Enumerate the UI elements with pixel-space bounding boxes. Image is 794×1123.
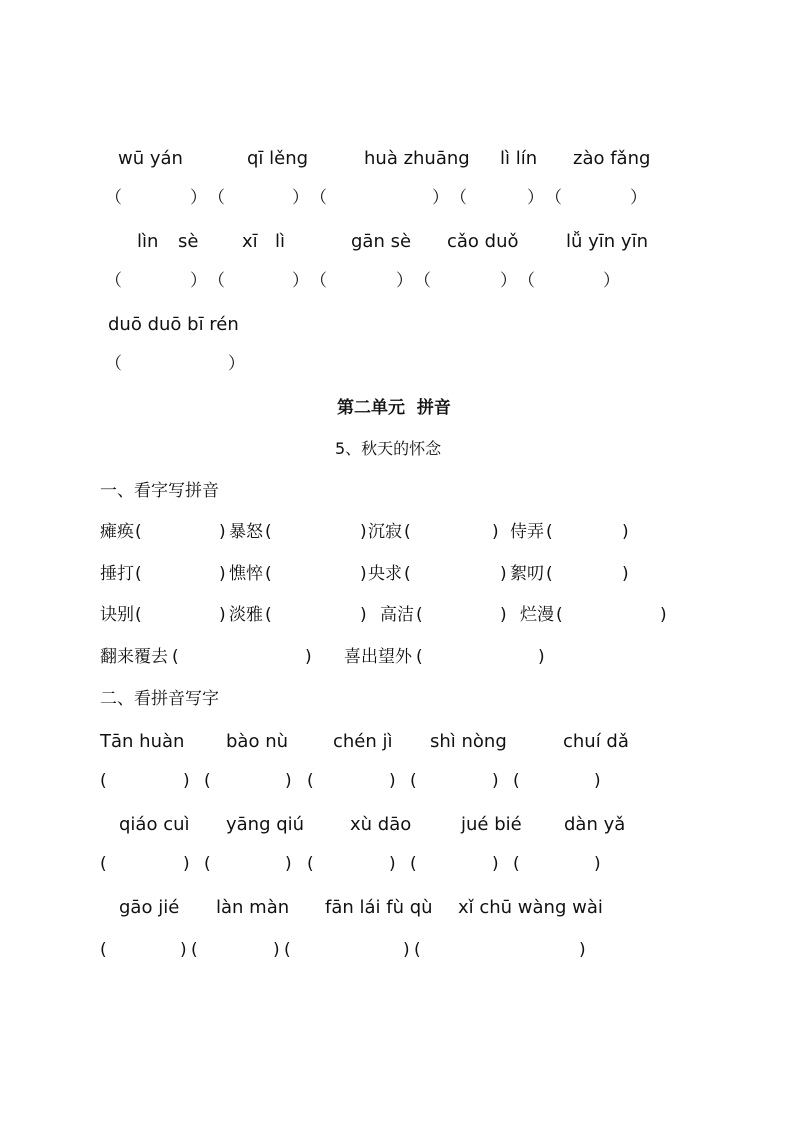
answer-paren-close: ) [492,854,499,874]
answer-paren-close: ） [396,271,413,291]
pinyin-item: lǚ yīn yīn [566,231,648,252]
answer-paren-open: ( [172,647,179,667]
pinyin-item: xī [242,231,258,252]
answer-paren-open: （ [105,271,122,291]
answer-paren-open: ( [204,854,211,874]
answer-paren-close: ) [360,605,367,625]
answer-paren-open: ( [100,771,107,791]
answer-paren-open: （ [414,271,431,291]
answer-paren-close: ） [190,271,207,291]
answer-paren-open: ( [416,605,423,625]
answer-paren-close: ) [389,854,396,874]
answer-paren-open: ( [265,564,272,584]
pinyin-item: sè [178,231,199,252]
answer-paren-close: ) [183,771,190,791]
answer-paren-close: ) [219,605,226,625]
pinyin-item: cǎo duǒ [447,231,519,252]
pinyin-item: qī lěng [247,148,309,169]
answer-paren-open: （ [310,271,327,291]
answer-paren-open: ( [513,771,520,791]
word-item: 絮叨 [510,564,544,584]
pinyin-item: chén jì [333,731,393,752]
answer-paren-close: ) [360,522,367,542]
answer-paren-close: ) [180,940,187,960]
answer-paren-close: ） [603,271,620,291]
pinyin-item: fān lái fù qù [325,897,433,918]
answer-paren-close: ） [500,271,517,291]
part1-heading: 一、看字写拼音 [100,481,219,501]
answer-paren-open: ( [135,605,142,625]
pinyin-item: huà zhuāng [364,148,470,169]
answer-paren-open: ( [191,940,198,960]
answer-paren-open: （ [518,271,535,291]
answer-paren-open: ( [404,522,411,542]
word-item: 暴怒 [229,522,263,542]
pinyin-item: xǐ chū wàng wài [458,897,603,918]
word-item: 高洁 [380,605,414,625]
answer-paren-open: ( [414,940,421,960]
pinyin-item: wū yán [118,148,183,169]
answer-paren-close: ) [285,771,292,791]
word-item: 憔悴 [229,564,263,584]
pinyin-item: gāo jié [119,897,180,918]
answer-paren-open: ( [265,605,272,625]
pinyin-item: qiáo cuì [119,814,190,835]
answer-paren-close: ) [360,564,367,584]
answer-paren-close: ) [305,647,312,667]
answer-paren-open: （ [310,188,327,208]
answer-paren-open: （ [208,271,225,291]
answer-paren-open: ( [513,854,520,874]
pinyin-item: duō duō bī rén [108,314,239,335]
answer-paren-close: ) [500,564,507,584]
answer-paren-open: ( [307,854,314,874]
answer-paren-open: ( [135,522,142,542]
word-item: 瘫痪 [100,522,134,542]
part2-heading: 二、看拼音写字 [100,689,219,709]
answer-paren-close: ) [403,940,410,960]
word-item: 诀别 [100,605,134,625]
word-item: 沉寂 [368,522,402,542]
answer-paren-open: ( [556,605,563,625]
word-item: 喜出望外 [344,647,412,667]
answer-paren-close: ） [527,188,544,208]
answer-paren-close: ) [389,771,396,791]
answer-paren-open: ( [135,564,142,584]
word-item: 烂漫 [520,605,554,625]
answer-paren-open: ( [546,522,553,542]
unit-title: 第二单元 拼音 [337,398,451,418]
answer-paren-open: ( [100,854,107,874]
answer-paren-close: ) [492,771,499,791]
answer-paren-open: ( [307,771,314,791]
answer-paren-open: ( [416,647,423,667]
answer-paren-open: （ [105,354,122,374]
answer-paren-close: ） [630,188,647,208]
pinyin-item: lì [275,231,286,252]
answer-paren-open: ( [284,940,291,960]
word-item: 淡雅 [229,605,263,625]
answer-paren-close: ) [219,522,226,542]
pinyin-item: bào nù [226,731,289,752]
pinyin-item: Tān huàn [100,731,185,752]
answer-paren-close: ) [660,605,667,625]
answer-paren-open: ( [404,564,411,584]
word-item: 捶打 [100,564,134,584]
answer-paren-open: ( [410,771,417,791]
lesson-title: 5、秋天的怀念 [335,439,442,458]
pinyin-item: gān sè [351,231,412,252]
word-item: 央求 [368,564,402,584]
answer-paren-open: （ [208,188,225,208]
answer-paren-close: ） [190,188,207,208]
pinyin-item: jué bié [461,814,522,835]
answer-paren-close: ） [432,188,449,208]
word-item: 翻来覆去 [100,647,168,667]
answer-paren-close: ) [219,564,226,584]
answer-paren-open: （ [545,188,562,208]
answer-paren-close: ） [292,188,309,208]
answer-paren-close: ） [228,354,245,374]
answer-paren-close: ) [538,647,545,667]
pinyin-item: yāng qiú [226,814,305,835]
answer-paren-open: （ [450,188,467,208]
answer-paren-open: （ [105,188,122,208]
pinyin-item: làn màn [216,897,290,918]
answer-paren-open: ( [204,771,211,791]
pinyin-item: dàn yǎ [564,814,626,835]
answer-paren-close: ) [183,854,190,874]
pinyin-item: lìn [137,231,159,252]
answer-paren-close: ) [492,522,499,542]
pinyin-item: chuí dǎ [563,731,629,752]
answer-paren-close: ） [292,271,309,291]
answer-paren-close: ) [500,605,507,625]
answer-paren-close: ) [285,854,292,874]
answer-paren-close: ) [594,854,601,874]
word-item: 侍弄 [510,522,544,542]
answer-paren-close: ) [273,940,280,960]
pinyin-item: lì lín [500,148,538,169]
answer-paren-close: ) [622,564,629,584]
answer-paren-close: ) [579,940,586,960]
pinyin-item: shì nòng [430,731,507,752]
answer-paren-open: ( [410,854,417,874]
answer-paren-open: ( [100,940,107,960]
answer-paren-open: ( [546,564,553,584]
answer-paren-close: ) [622,522,629,542]
pinyin-item: xù dāo [350,814,412,835]
pinyin-item: zào fǎng [573,148,651,169]
answer-paren-close: ) [594,771,601,791]
answer-paren-open: ( [265,522,272,542]
